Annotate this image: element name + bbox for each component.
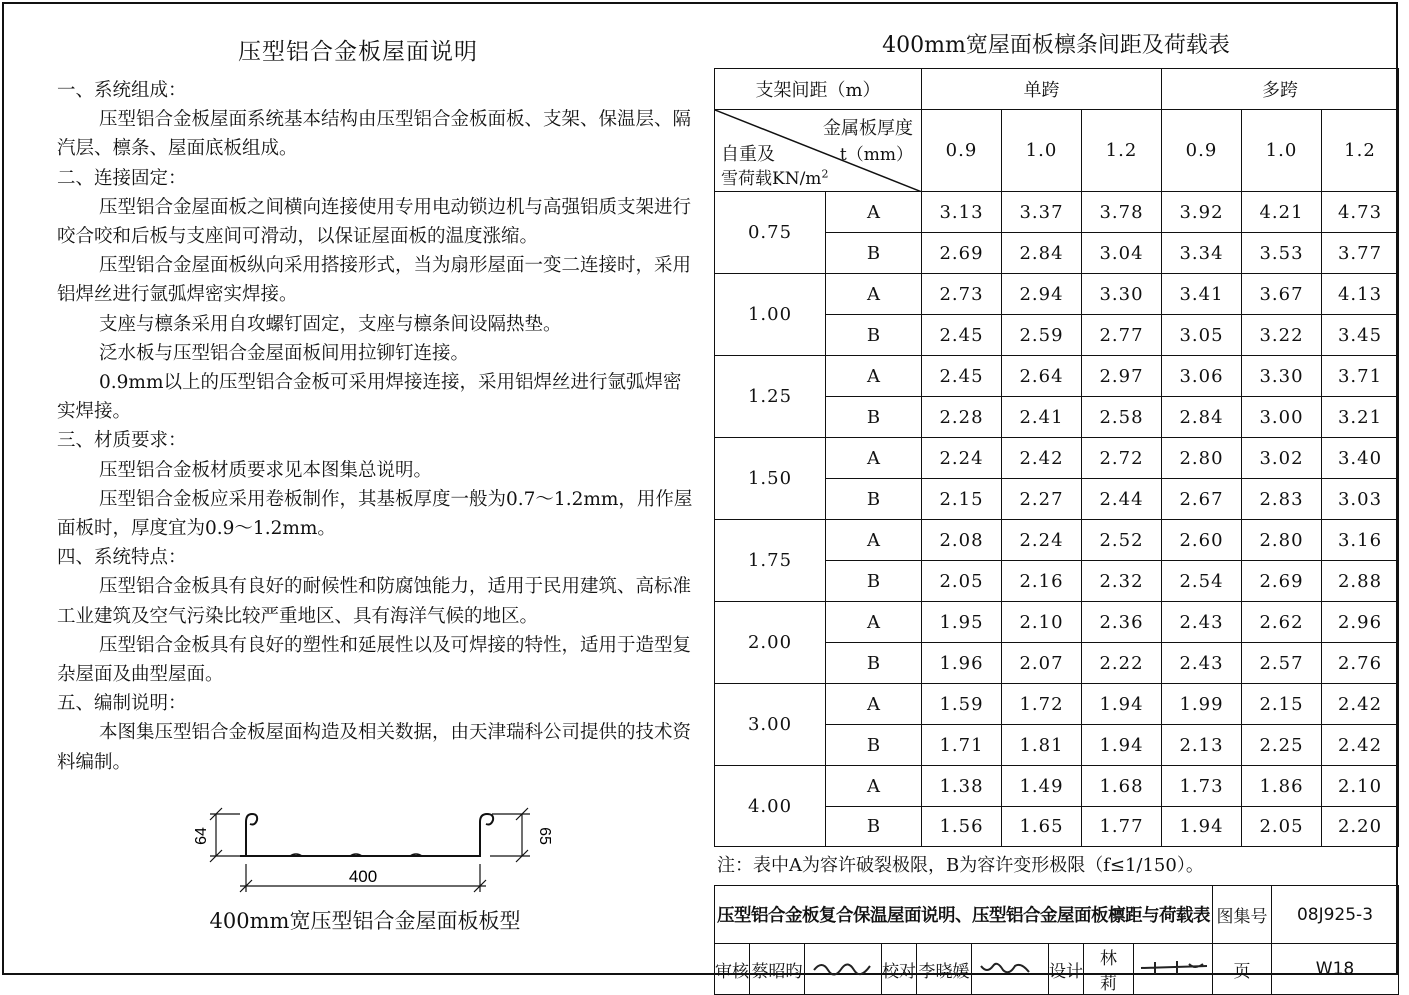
table-cell: 2.80	[1242, 520, 1322, 561]
table-cell: 3.00	[1242, 397, 1322, 438]
notes-paragraph: 压型铝合金板应采用卷板制作，其基板厚度一般为0.7～1.2mm，用作屋面板时，厚度宜为0.9～1.2mm。	[57, 488, 693, 540]
table-row	[715, 438, 1399, 479]
table-cell: 2.52	[1082, 520, 1162, 561]
table-cell: 2.76	[1322, 643, 1399, 684]
table-cell: 1.59	[922, 684, 1002, 725]
table-row	[715, 602, 1399, 643]
table-cell: 2.24	[922, 438, 1002, 479]
notes-paragraph: 压型铝合金屋面板纵向采用搭接形式，当为扇形屋面一变二连接时，采用铝焊丝进行氩弧焊密实焊接。	[57, 255, 692, 306]
table-cell: 1.68	[1082, 766, 1162, 807]
check-signature	[972, 944, 1049, 995]
notes-body	[57, 76, 697, 777]
notes-paragraph: 压型铝合金板具有良好的塑性和延展性以及可焊接的特性，适用于造型复杂屋面及曲型屋面。	[57, 634, 692, 686]
table-cell: 2.25	[1242, 725, 1322, 766]
notes-paragraph: 压型铝合金板具有良好的耐候性和防腐蚀能力，适用于民用建筑、高标准工业建筑及空气污染比较严重地区、具有海洋气候的地区。	[57, 576, 692, 627]
table-cell: 3.40	[1322, 438, 1399, 479]
table-title: 400mm宽屋面板檩条间距及荷载表	[882, 33, 1230, 58]
title-block	[714, 885, 1399, 995]
table-cell: 2.84	[1162, 397, 1242, 438]
table-cell: 1.94	[1082, 725, 1162, 766]
atlas-label: 图集号	[1213, 886, 1272, 944]
table-cell: 2.83	[1242, 479, 1322, 520]
table-cell: 3.71	[1322, 356, 1399, 397]
limit-type: A	[826, 602, 922, 643]
table-cell: 2.22	[1082, 643, 1162, 684]
table-cell: 2.42	[1002, 438, 1082, 479]
table-cell: 2.05	[1242, 807, 1322, 847]
table-cell: 2.10	[1002, 602, 1082, 643]
notes-title: 压型铝合金板屋面说明	[238, 39, 478, 65]
table-cell: 3.78	[1082, 192, 1162, 233]
header-single-span: 单跨	[922, 69, 1162, 110]
load-value: 0.75	[715, 192, 826, 274]
thickness-multi-2: 1.2	[1322, 110, 1399, 192]
load-value: 1.00	[715, 274, 826, 356]
design-label: 设计	[1049, 944, 1084, 995]
table-cell: 2.10	[1322, 766, 1399, 807]
limit-type: A	[826, 684, 922, 725]
table-cell: 1.49	[1002, 766, 1082, 807]
notes-heading: 四、系统特点：	[57, 547, 187, 569]
notes-heading: 二、连接固定：	[57, 167, 187, 189]
table-cell: 2.13	[1162, 725, 1242, 766]
table-cell: 2.73	[922, 274, 1002, 315]
page-label: 页	[1213, 944, 1272, 995]
thickness-single-0: 0.9	[922, 110, 1002, 192]
limit-type: B	[826, 479, 922, 520]
table-cell: 3.16	[1322, 520, 1399, 561]
limit-type: B	[826, 725, 922, 766]
table-cell: 1.81	[1002, 725, 1082, 766]
profile-caption: 400mm宽压型铝合金屋面板板型	[209, 909, 521, 933]
table-cell: 3.77	[1322, 233, 1399, 274]
limit-type: A	[826, 192, 922, 233]
load-value: 1.50	[715, 438, 826, 520]
load-table	[714, 68, 1399, 847]
table-cell: 1.86	[1242, 766, 1322, 807]
table-cell: 2.97	[1082, 356, 1162, 397]
table-cell: 4.73	[1322, 192, 1399, 233]
table-cell: 2.07	[1002, 643, 1082, 684]
table-row	[715, 274, 1399, 315]
limit-type: B	[826, 315, 922, 356]
table-cell: 1.65	[1002, 807, 1082, 847]
review-label: 审核	[715, 944, 750, 995]
table-cell: 2.69	[922, 233, 1002, 274]
table-cell: 2.41	[1002, 397, 1082, 438]
table-cell: 3.92	[1162, 192, 1242, 233]
table-cell: 4.21	[1242, 192, 1322, 233]
table-cell: 2.84	[1002, 233, 1082, 274]
dim-right-label: 65	[536, 827, 553, 845]
table-cell: 1.99	[1162, 684, 1242, 725]
table-cell: 2.15	[922, 479, 1002, 520]
table-row	[715, 684, 1399, 725]
table-cell: 2.24	[1002, 520, 1082, 561]
table-cell: 2.45	[922, 315, 1002, 356]
diag-bot2: 雪荷载$KN/m^2$	[721, 167, 829, 189]
notes-paragraph: 压型铝合金屋面板之间横向连接使用专用电动锁边机与高强铝质支架进行咬合咬和后板与支座间可滑动，以保证屋面板的温度涨缩。	[57, 196, 692, 248]
table-cell: 2.64	[1002, 356, 1082, 397]
limit-type: B	[826, 807, 922, 847]
table-cell: 2.62	[1242, 602, 1322, 643]
table-cell: 3.30	[1242, 356, 1322, 397]
table-cell: 2.77	[1082, 315, 1162, 356]
table-cell: 2.58	[1082, 397, 1162, 438]
table-cell: 2.43	[1162, 643, 1242, 684]
header-support-span: 支架间距（m）	[715, 69, 922, 110]
table-cell: 2.20	[1322, 807, 1399, 847]
table-note: 注：表中A为容许破裂极限，B为容许变形极限（f≤1/150）。	[717, 855, 1204, 876]
table-cell: 3.22	[1242, 315, 1322, 356]
table-cell: 2.94	[1002, 274, 1082, 315]
table-cell: 2.42	[1322, 725, 1399, 766]
notes-heading: 三、材质要求：	[57, 430, 187, 452]
load-value: 1.25	[715, 356, 826, 438]
diag-top1: 金属板厚度	[823, 118, 913, 139]
table-cell: 2.05	[922, 561, 1002, 602]
table-cell: 2.42	[1322, 684, 1399, 725]
table-cell: 3.06	[1162, 356, 1242, 397]
design-signature	[1134, 944, 1213, 995]
table-cell: 2.80	[1162, 438, 1242, 479]
profile-left-seam	[240, 814, 257, 856]
load-value: 2.00	[715, 602, 826, 684]
panel-profile-drawing	[180, 800, 560, 900]
notes-paragraph: 支座与檩条采用自攻螺钉固定，支座与檩条间设隔热垫。	[99, 313, 562, 335]
limit-type: B	[826, 561, 922, 602]
load-value: 4.00	[715, 766, 826, 847]
limit-type: A	[826, 274, 922, 315]
table-cell: 3.02	[1242, 438, 1322, 479]
dim-width-label: 400	[348, 867, 378, 886]
table-cell: 3.13	[922, 192, 1002, 233]
table-cell: 1.71	[922, 725, 1002, 766]
table-cell: 4.13	[1322, 274, 1399, 315]
table-cell: 1.94	[1082, 684, 1162, 725]
table-row	[715, 766, 1399, 807]
table-row	[715, 356, 1399, 397]
table-cell: 3.04	[1082, 233, 1162, 274]
thickness-multi-0: 0.9	[1162, 110, 1242, 192]
notes-paragraph: 压型铝合金板屋面系统基本结构由压型铝合金板面板、支架、保温层、隔汽层、檩条、屋面底板组成。	[57, 109, 692, 160]
thickness-single-2: 1.2	[1082, 110, 1162, 192]
limit-type: B	[826, 643, 922, 684]
table-cell: 3.21	[1322, 397, 1399, 438]
table-cell: 1.56	[922, 807, 1002, 847]
table-cell: 2.57	[1242, 643, 1322, 684]
table-row	[715, 192, 1399, 233]
table-cell: 1.72	[1002, 684, 1082, 725]
table-cell: 1.38	[922, 766, 1002, 807]
table-cell: 2.36	[1082, 602, 1162, 643]
table-cell: 2.88	[1322, 561, 1399, 602]
diag-bot1: 自重及	[721, 144, 775, 165]
table-cell: 1.77	[1082, 807, 1162, 847]
table-row	[715, 520, 1399, 561]
notes-paragraph: 本图集压型铝合金板屋面构造及相关数据，由天津瑞科公司提供的技术资料编制。	[57, 722, 692, 773]
drawing-title: 压型铝合金板复合保温屋面说明、压型铝合金屋面板檩距与荷载表	[715, 886, 1213, 944]
limit-type: A	[826, 438, 922, 479]
review-name: 蔡昭昀	[750, 944, 805, 995]
table-cell: 2.15	[1242, 684, 1322, 725]
notes-heading: 一、系统组成：	[57, 80, 187, 101]
table-cell: 2.16	[1002, 561, 1082, 602]
review-signature	[805, 944, 882, 995]
page-number: W18	[1272, 944, 1399, 995]
limit-type: B	[826, 233, 922, 274]
check-label: 校对	[882, 944, 917, 995]
table-cell: 3.41	[1162, 274, 1242, 315]
table-cell: 1.73	[1162, 766, 1242, 807]
table-cell: 3.67	[1242, 274, 1322, 315]
notes-heading: 五、编制说明：	[57, 693, 187, 715]
load-value: 3.00	[715, 684, 826, 766]
table-cell: 3.34	[1162, 233, 1242, 274]
table-cell: 1.95	[922, 602, 1002, 643]
limit-type: A	[826, 520, 922, 561]
table-cell: 2.69	[1242, 561, 1322, 602]
table-cell: 2.67	[1162, 479, 1242, 520]
table-cell: 2.72	[1082, 438, 1162, 479]
table-cell: 2.54	[1162, 561, 1242, 602]
notes-paragraph: 泛水板与压型铝合金屋面板间用拉铆钉连接。	[99, 342, 470, 364]
diagonal-header	[715, 110, 922, 192]
table-cell: 2.44	[1082, 479, 1162, 520]
table-cell: 3.30	[1082, 274, 1162, 315]
check-name: 李晓媛	[917, 944, 972, 995]
table-cell: 1.94	[1162, 807, 1242, 847]
table-cell: 3.45	[1322, 315, 1399, 356]
table-cell: 2.08	[922, 520, 1002, 561]
table-cell: 2.59	[1002, 315, 1082, 356]
header-multi-span: 多跨	[1162, 69, 1399, 110]
table-cell: 3.53	[1242, 233, 1322, 274]
profile-right-seam	[246, 814, 493, 856]
limit-type: A	[826, 356, 922, 397]
table-cell: 2.43	[1162, 602, 1242, 643]
atlas-number: 08J925-3	[1272, 886, 1399, 944]
dim-left-label: 64	[193, 827, 210, 845]
table-cell: 3.03	[1322, 479, 1399, 520]
table-cell: 3.05	[1162, 315, 1242, 356]
limit-type: A	[826, 766, 922, 807]
table-cell: 2.96	[1322, 602, 1399, 643]
table-cell: 2.45	[922, 356, 1002, 397]
load-value: 1.75	[715, 520, 826, 602]
thickness-single-1: 1.0	[1002, 110, 1082, 192]
table-cell: 2.28	[922, 397, 1002, 438]
diag-top2: t（mm）	[839, 145, 913, 165]
limit-type: B	[826, 397, 922, 438]
thickness-multi-1: 1.0	[1242, 110, 1322, 192]
table-cell: 1.96	[922, 643, 1002, 684]
table-cell: 3.37	[1002, 192, 1082, 233]
table-cell: 2.27	[1002, 479, 1082, 520]
notes-paragraph: 压型铝合金板材质要求见本图集总说明。	[99, 459, 433, 481]
table-cell: 2.60	[1162, 520, 1242, 561]
notes-paragraph: 0.9mm以上的压型铝合金板可采用焊接连接，采用铝焊丝进行氩弧焊密实焊接。	[57, 372, 682, 423]
design-name: 林 莉	[1084, 944, 1134, 995]
table-cell: 2.32	[1082, 561, 1162, 602]
